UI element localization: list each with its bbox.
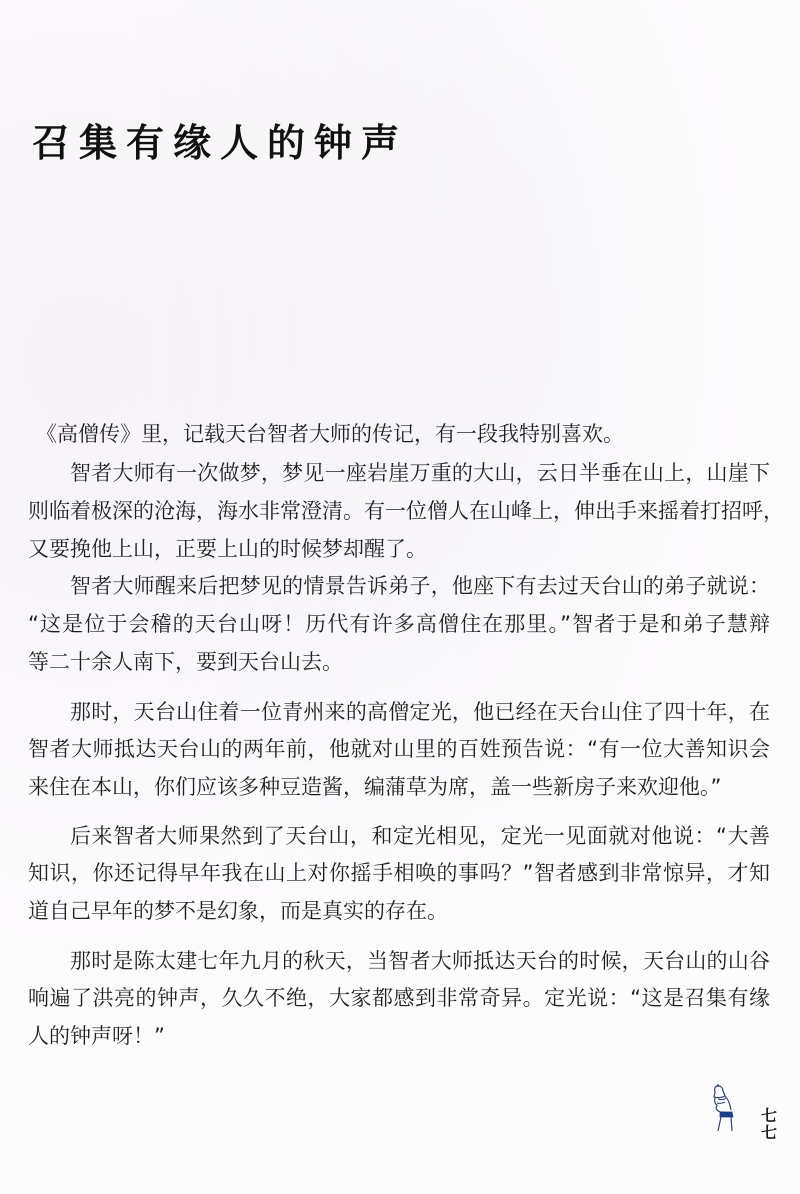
paragraph-line: 道自己早年的梦不是幻象，而是真实的存在。 bbox=[28, 899, 448, 923]
paragraph-line: 智者大师抵达天台山的两年前，他就对山里的百姓预告说：“有一位大善知识会 bbox=[28, 737, 770, 761]
paragraph-line: 后来智者大师果然到了天台山，和定光相见，定光一见面就对他说：“大善 bbox=[70, 824, 770, 848]
paragraph-line: 那时是陈太建七年九月的秋天，当智者大师抵达天台的时候，天台山的山谷 bbox=[70, 949, 770, 973]
paragraph-line: 知识，你还记得早年我在山上对你摇手相唤的事吗？”智者感到非常惊异，才知 bbox=[28, 861, 770, 885]
page-number-digit: 七 bbox=[760, 1123, 777, 1142]
paragraph-line: 《高僧传》里，记载天台智者大师的传记，有一段我特别喜欢。 bbox=[36, 422, 624, 446]
paragraph-line: 等二十余人南下，要到天台山去。 bbox=[28, 650, 343, 674]
paragraph-line: 那时，天台山住着一位青州来的高僧定光，他已经在天台山住了四十年，在 bbox=[70, 700, 770, 724]
paragraph-line: 则临着极深的沧海，海水非常澄清。有一位僧人在山峰上，伸出手来摇着打招呼， bbox=[28, 499, 784, 523]
paragraph-line: 人的钟声呀！” bbox=[28, 1024, 165, 1048]
chapter-title: 召集有缘人的钟声 bbox=[32, 120, 409, 165]
paragraph-line: 又要挽他上山，正要上山的时候梦却醒了。 bbox=[28, 537, 427, 561]
paragraph-line: “这是位于会稽的天台山呀！历代有许多高僧住在那里。”智者于是和弟子慧辩 bbox=[28, 612, 770, 636]
page-number bbox=[760, 1107, 778, 1141]
paragraph-line: 响遍了洪亮的钟声，久久不绝，大家都感到非常奇异。定光说：“这是召集有缘 bbox=[28, 986, 770, 1010]
paragraph-line: 智者大师有一次做梦，梦见一座岩崖万重的大山，云日半垂在山上，山崖下 bbox=[70, 461, 770, 485]
paragraph-line: 来住在本山，你们应该多种豆造酱，编蒲草为席，盖一些新房子来欢迎他。” bbox=[28, 775, 722, 799]
hand-holding-bell-icon bbox=[705, 1083, 745, 1135]
page-number-digit: 七 bbox=[760, 1106, 777, 1125]
paragraph-line: 智者大师醒来后把梦见的情景告诉弟子，他座下有去过天台山的弟子就说： bbox=[70, 574, 770, 598]
